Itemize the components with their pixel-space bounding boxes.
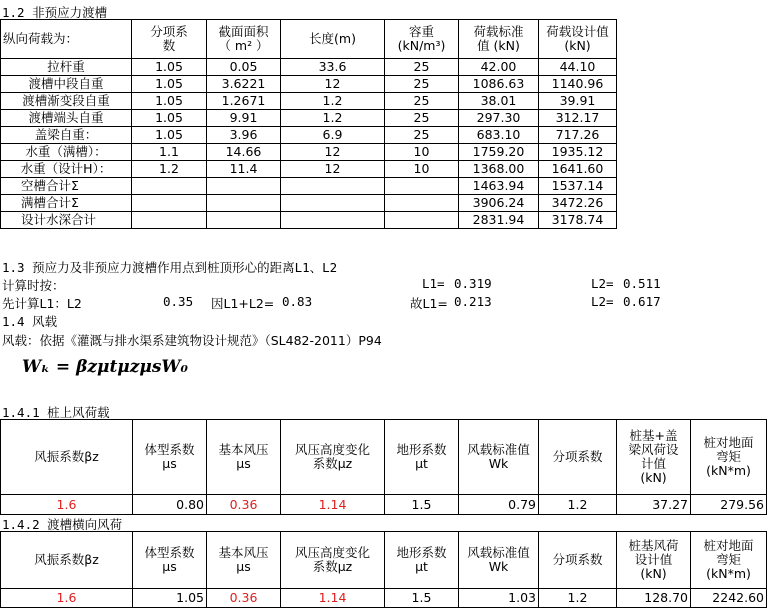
length-cell: 12: [281, 144, 385, 161]
factor-cell: 1.05: [132, 76, 207, 93]
ground-moment-header: 桩对地面 弯矩 (kN*m): [691, 420, 767, 495]
factor-cell: 1.2: [132, 161, 207, 178]
load-name-cell: 渡槽中段自重: [1, 76, 132, 93]
section-1-4-1-title: 1.4.1 桩上风荷载: [2, 405, 110, 420]
unit-weight-cell: [385, 178, 459, 195]
sum-value: 0.83: [282, 294, 313, 309]
l1-value: 0.319: [454, 276, 492, 291]
factor-value: 1.2: [539, 495, 617, 515]
basic-pressure-header: 基本风压 μs: [207, 420, 281, 495]
std-wind-value: 0.79: [459, 495, 539, 515]
std-load-cell: 1463.94: [459, 178, 539, 195]
load-name-cell: 拉杆重: [1, 59, 132, 76]
unit-weight-cell: 25: [385, 76, 459, 93]
unit-weight-cell: [385, 195, 459, 212]
load-type-header: 纵向荷载为：: [1, 20, 132, 59]
length-cell: 33.6: [281, 59, 385, 76]
area-cell: [207, 195, 281, 212]
table-row: [1, 110, 617, 127]
unit-weight-cell: 10: [385, 161, 459, 178]
calc-label: 计算时按：: [2, 278, 65, 293]
wind-vibration-value: 1.6: [1, 495, 133, 515]
section-1-2-title: 1.2 非预应力渡槽: [2, 5, 108, 20]
area-cell: 14.66: [207, 144, 281, 161]
wind-vibration-header: 风振系数βz: [1, 420, 133, 495]
area-cell: 9.91: [207, 110, 281, 127]
wind-formula: Wₖ = βzμtμzμsW₀: [22, 357, 188, 377]
sum-label: 因L1+L2=: [211, 296, 275, 311]
design-load-cell: 1641.60: [539, 161, 617, 178]
longitudinal-load-table: [0, 19, 617, 229]
design-load-cell: 3178.74: [539, 212, 617, 229]
terrain-coef-value: 1.5: [385, 589, 459, 608]
area-cell: 3.96: [207, 127, 281, 144]
shape-coef-header: 体型系数 μs: [133, 420, 207, 495]
factor-header: 分项系 数: [132, 20, 207, 59]
design-load-cell: 44.10: [539, 59, 617, 76]
std-load-cell: 683.10: [459, 127, 539, 144]
ground-moment-header: 桩对地面 弯矩 (kN*m): [691, 532, 767, 589]
area-cell: 11.4: [207, 161, 281, 178]
shape-coef-header: 体型系数 μs: [133, 532, 207, 589]
length-cell: 12: [281, 76, 385, 93]
pre-calc-value: 0.35: [163, 294, 194, 309]
load-name-cell: 水重（满槽）：: [1, 144, 132, 161]
table-row: [1, 93, 617, 110]
table-row: [1, 212, 617, 229]
factor-header: 分项系数: [539, 420, 617, 495]
unit-weight-cell: 25: [385, 59, 459, 76]
table-row: [1, 178, 617, 195]
std-wind-header: 风载标准值 Wk: [459, 532, 539, 589]
table-row: [1, 59, 617, 76]
length-cell: [281, 195, 385, 212]
factor-header: 分项系数: [539, 532, 617, 589]
load-name-cell: 盖梁自重：: [1, 127, 132, 144]
factor-cell: [132, 212, 207, 229]
unit-weight-cell: 25: [385, 93, 459, 110]
length-cell: [281, 212, 385, 229]
std-load-cell: 297.30: [459, 110, 539, 127]
unit-weight-header: 容重 (kN/m³): [385, 20, 459, 59]
length-cell: [281, 178, 385, 195]
area-cell: 0.05: [207, 59, 281, 76]
aqueduct-lateral-wind-table: [0, 531, 767, 608]
std-load-cell: 2831.94: [459, 212, 539, 229]
std-load-cell: 42.00: [459, 59, 539, 76]
height-coef-value: 1.14: [281, 495, 385, 515]
area-cell: [207, 212, 281, 229]
factor-value: 1.2: [539, 589, 617, 608]
ground-moment-value: 2242.60: [691, 589, 767, 608]
std-load-cell: 1759.20: [459, 144, 539, 161]
factor-cell: 1.1: [132, 144, 207, 161]
l2b-value: 0.617: [623, 294, 661, 309]
design-load-cell: 1140.96: [539, 76, 617, 93]
wind-vibration-value: 1.6: [1, 589, 133, 608]
factor-cell: 1.05: [132, 127, 207, 144]
shape-coef-value: 0.80: [133, 495, 207, 515]
table-row: [1, 161, 617, 178]
design-load-header: 荷载设计值 (kN): [539, 20, 617, 59]
terrain-coef-header: 地形系数 μt: [385, 420, 459, 495]
l2-value: 0.511: [623, 276, 661, 291]
basic-pressure-header: 基本风压 μs: [207, 532, 281, 589]
factor-cell: 1.05: [132, 110, 207, 127]
ground-moment-value: 279.56: [691, 495, 767, 515]
factor-cell: [132, 195, 207, 212]
table-row: [1, 195, 617, 212]
wind-vibration-header: 风振系数βz: [1, 532, 133, 589]
gu-l1-label: 故L1=: [410, 296, 448, 311]
design-load-cell: 717.26: [539, 127, 617, 144]
load-name-cell: 水重（设计H）：: [1, 161, 132, 178]
section-1-3-title: 1.3 预应力及非预应力渡槽作用点到桩顶形心的距离L1、L2: [2, 260, 338, 275]
area-header: 截面面积 （ m² ）: [207, 20, 281, 59]
length-header: 长度(m): [281, 20, 385, 59]
design-load-cell: 3472.26: [539, 195, 617, 212]
height-coef-header: 风压高度变化 系数μz: [281, 532, 385, 589]
l1-label: L1=: [422, 276, 445, 291]
table-row: [1, 76, 617, 93]
design-load-cell: 1537.14: [539, 178, 617, 195]
wind-reference: 风载：依据《灌溉与排水渠系建筑物设计规范》（SL482-2011）P94: [2, 333, 382, 348]
std-load-cell: 38.01: [459, 93, 539, 110]
gu-l1-value: 0.213: [454, 294, 492, 309]
table-row: [1, 144, 617, 161]
load-name-cell: 空槽合计Σ: [1, 178, 132, 195]
design-load-cell: 1935.12: [539, 144, 617, 161]
area-cell: [207, 178, 281, 195]
factor-cell: 1.05: [132, 59, 207, 76]
pile-wind-load-table: [0, 419, 767, 515]
design-load-cell: 39.91: [539, 93, 617, 110]
std-load-header: 荷载标准 值 (kN): [459, 20, 539, 59]
length-cell: 12: [281, 161, 385, 178]
std-wind-value: 1.03: [459, 589, 539, 608]
load-name-cell: 渡槽端头自重: [1, 110, 132, 127]
height-coef-value: 1.14: [281, 589, 385, 608]
factor-cell: 1.05: [132, 93, 207, 110]
length-cell: 6.9: [281, 127, 385, 144]
std-load-cell: 1086.63: [459, 76, 539, 93]
unit-weight-cell: 10: [385, 144, 459, 161]
length-cell: 1.2: [281, 93, 385, 110]
basic-pressure-value: 0.36: [207, 495, 281, 515]
l2b-label: L2=: [591, 294, 614, 309]
pre-calc-label: 先计算L1：L2: [2, 296, 82, 311]
unit-weight-cell: [385, 212, 459, 229]
design-wind-value: 37.27: [617, 495, 691, 515]
design-wind-value: 128.70: [617, 589, 691, 608]
area-cell: 3.6221: [207, 76, 281, 93]
length-cell: 1.2: [281, 110, 385, 127]
unit-weight-cell: 25: [385, 127, 459, 144]
std-load-cell: 1368.00: [459, 161, 539, 178]
terrain-coef-value: 1.5: [385, 495, 459, 515]
design-load-cell: 312.17: [539, 110, 617, 127]
section-1-4-2-title: 1.4.2 渡槽横向风荷: [2, 517, 123, 532]
unit-weight-cell: 25: [385, 110, 459, 127]
factor-cell: [132, 178, 207, 195]
load-name-cell: 满槽合计Σ: [1, 195, 132, 212]
design-wind-header: 桩基风荷 设计值 (kN): [617, 532, 691, 589]
basic-pressure-value: 0.36: [207, 589, 281, 608]
std-wind-header: 风载标准值 Wk: [459, 420, 539, 495]
height-coef-header: 风压高度变化 系数μz: [281, 420, 385, 495]
load-name-cell: 渡槽渐变段自重: [1, 93, 132, 110]
shape-coef-value: 1.05: [133, 589, 207, 608]
load-name-cell: 设计水深合计: [1, 212, 132, 229]
terrain-coef-header: 地形系数 μt: [385, 532, 459, 589]
area-cell: 1.2671: [207, 93, 281, 110]
section-1-4-title: 1.4 风载: [2, 314, 58, 329]
l2-label: L2=: [591, 276, 614, 291]
design-wind-header: 桩基+盖 梁风荷设 计值 (kN): [617, 420, 691, 495]
table-row: [1, 127, 617, 144]
std-load-cell: 3906.24: [459, 195, 539, 212]
